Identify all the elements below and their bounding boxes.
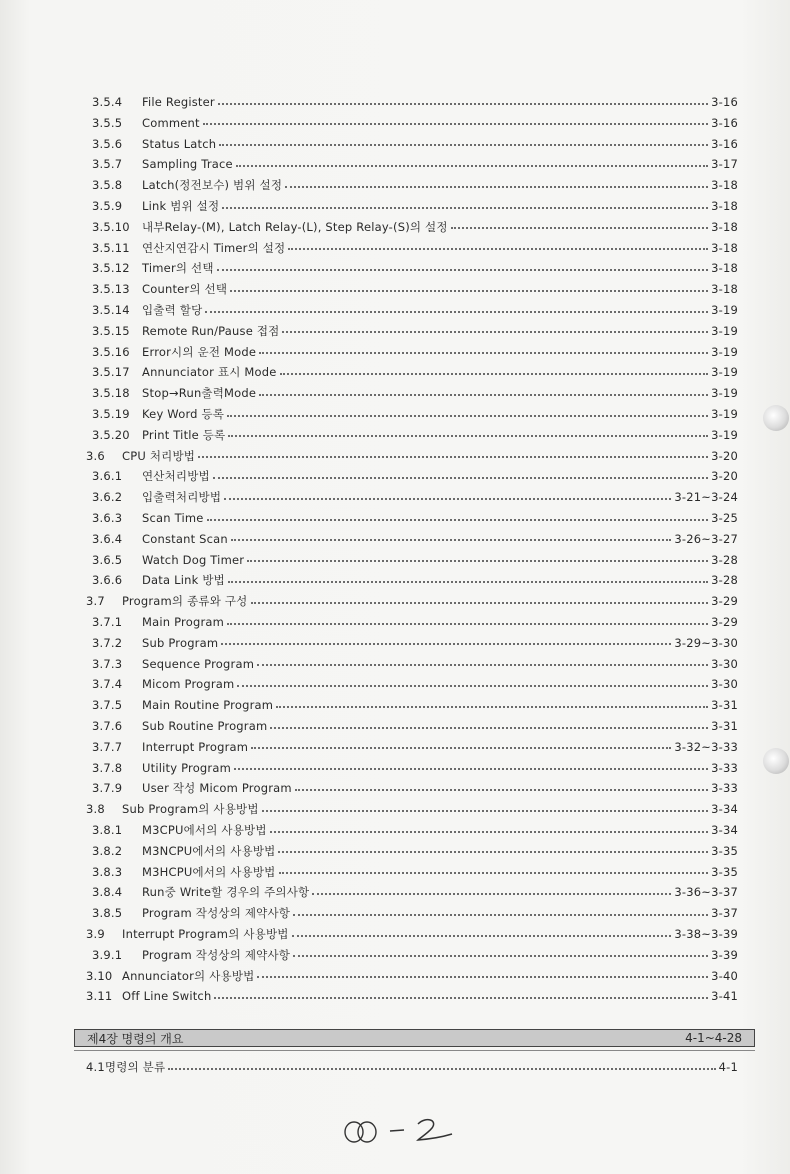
section-title: Sequence Program (142, 656, 255, 671)
section-title: CPU 처리방법 (122, 448, 196, 463)
section-title: 명령의 분류 (104, 1060, 166, 1074)
dot-leader (198, 455, 708, 458)
dot-leader (293, 913, 708, 916)
toc-row (92, 674, 738, 694)
section-number: 3.5.18 (92, 386, 130, 401)
toc-row (86, 966, 738, 986)
toc-row (92, 217, 738, 237)
toc-row (92, 550, 738, 570)
section-number: 3.6.6 (92, 573, 123, 588)
page-reference: 3-30 (711, 677, 738, 692)
section-number: 3.5.8 (92, 178, 123, 193)
section-title: M3HCPU에서의 사용방법 (142, 864, 276, 879)
dot-leader (278, 850, 708, 853)
page-reference: 3-20 (711, 448, 738, 463)
dot-leader (251, 746, 671, 749)
dot-leader (262, 809, 708, 812)
section-title: Program의 종류와 구성 (122, 594, 248, 609)
section-number: 3.7.7 (92, 739, 123, 754)
page-reference: 3-18 (711, 282, 738, 297)
dot-leader (231, 538, 671, 541)
dot-leader (282, 330, 708, 333)
toc-row (92, 404, 738, 424)
toc-row (92, 903, 738, 923)
section-title: Watch Dog Timer (142, 552, 245, 567)
page-reference: 3-19 (711, 344, 738, 359)
page-reference: 3-35 (711, 864, 738, 879)
section-title: Annunciator의 사용방법 (122, 968, 255, 983)
page-reference: 3-25 (711, 511, 738, 525)
page-reference: 3-30 (711, 656, 738, 671)
section-number: 3.5.6 (92, 136, 123, 151)
section-number: 3.7.5 (92, 698, 123, 713)
toc-row (92, 134, 738, 154)
chapter-title: 제4장 명령의 개요 (87, 1031, 184, 1046)
section-number: 3.8.1 (92, 823, 123, 837)
section-title: Latch(정전보수) 범위 설정 (142, 178, 283, 193)
toc-row (92, 258, 738, 278)
dot-leader (279, 871, 709, 874)
section-title: Status Latch (142, 136, 217, 151)
handwritten-page-mark (340, 1110, 460, 1150)
dot-leader (257, 663, 708, 666)
page-reference: 3-33 (711, 781, 738, 796)
page-reference: 3-39 (711, 947, 738, 962)
dot-leader (292, 934, 672, 937)
page-reference: 3-36~3-37 (674, 885, 738, 900)
dot-leader (224, 497, 671, 500)
section-number: 3.9.1 (92, 947, 123, 962)
section-number: 3.5.5 (92, 115, 123, 130)
toc-row (92, 362, 738, 382)
section-title: Interrupt Program (142, 739, 249, 754)
section-number: 3.5.17 (92, 365, 130, 380)
dot-leader (214, 996, 708, 999)
section-title: Annunciator 표시 Mode (142, 365, 277, 380)
dot-leader (251, 601, 709, 604)
dot-leader (451, 226, 708, 229)
section-title: Sub Program (142, 635, 219, 650)
section-title: Program 작성상의 제약사항 (142, 947, 291, 962)
toc-row (92, 487, 738, 507)
toc-row (92, 154, 738, 174)
toc-row (92, 321, 738, 341)
section-title: Sub Routine Program (142, 719, 268, 733)
page-reference: 3-29 (711, 594, 738, 609)
section-title: 입출력처리방법 (142, 490, 222, 505)
toc-row (92, 466, 738, 486)
dot-leader (295, 788, 708, 791)
page-reference: 3-38~3-39 (674, 927, 738, 941)
section-number: 3.5.19 (92, 407, 130, 421)
dot-leader (228, 580, 708, 583)
section-number: 3.7.1 (92, 615, 123, 629)
section-number: 3.8.3 (92, 864, 123, 879)
page-reference: 3-18 (711, 261, 738, 276)
toc-row (92, 612, 738, 632)
section-number: 3.6 (86, 448, 105, 463)
section-number: 3.8 (86, 802, 105, 817)
toc-row (92, 758, 738, 778)
page-reference: 3-19 (711, 323, 738, 338)
dot-leader (227, 414, 708, 417)
dot-leader (259, 393, 708, 396)
section-title: Remote Run/Pause 접점 (142, 323, 280, 338)
page-reference: 3-19 (711, 407, 738, 421)
section-number: 3.5.9 (92, 199, 123, 213)
page-reference: 3-19 (711, 427, 738, 442)
section-number: 3.8.4 (92, 885, 123, 900)
toc-row (92, 300, 738, 320)
page-reference: 3-19 (711, 365, 738, 380)
toc-row (92, 695, 738, 715)
page-reference: 3-20 (711, 469, 738, 484)
page-reference: 3-21~3-24 (674, 490, 738, 505)
page-reference: 4-1 (718, 1060, 738, 1074)
dot-leader (218, 102, 708, 105)
section-number: 3.7.4 (92, 677, 123, 692)
section-number: 3.5.16 (92, 344, 130, 359)
page-reference: 3-18 (711, 240, 738, 255)
section-number: 3.7.6 (92, 719, 123, 733)
section-number: 3.7.8 (92, 760, 123, 775)
page-reference: 3-16 (711, 95, 738, 109)
toc-row (86, 986, 738, 1006)
dot-leader (312, 892, 671, 895)
section-title: Counter의 선택 (142, 282, 228, 297)
section-title: M3NCPU에서의 사용방법 (142, 843, 276, 858)
dot-leader (230, 289, 708, 292)
page-reference: 3-18 (711, 219, 738, 234)
toc-row-4-1 (86, 1057, 738, 1077)
section-number: 3.5.15 (92, 323, 130, 338)
dot-leader (205, 310, 708, 313)
section-title: Main Program (142, 615, 225, 629)
section-title: Scan Time (142, 511, 204, 525)
dot-leader (280, 372, 709, 375)
section-number: 3.6.5 (92, 552, 123, 567)
dot-leader (228, 434, 708, 437)
binder-hole-icon (763, 405, 789, 431)
section-number: 3.10 (86, 968, 113, 983)
page-reference: 3-29 (711, 615, 738, 629)
page-reference: 3-19 (711, 303, 738, 317)
toc-row (92, 862, 738, 882)
toc-row (92, 882, 738, 902)
page-reference: 3-37 (711, 906, 738, 921)
dot-leader (270, 726, 708, 729)
chapter-heading-bar (74, 1029, 755, 1047)
section-title: M3CPU에서의 사용방법 (142, 823, 267, 837)
toc-row (92, 820, 738, 840)
section-title: File Register (142, 95, 215, 109)
section-number: 3.5.13 (92, 282, 130, 297)
toc-row (92, 238, 738, 258)
dot-leader (285, 185, 708, 188)
section-number: 3.5.11 (92, 240, 130, 255)
toc-row (86, 446, 738, 466)
dot-leader (221, 642, 671, 645)
section-title: Print Title 등록 (142, 427, 226, 442)
toc-row (92, 633, 738, 653)
section-number: 3.5.7 (92, 157, 123, 172)
dot-leader (219, 143, 708, 146)
page-reference: 3-33 (711, 760, 738, 775)
page-reference: 3-35 (711, 843, 738, 858)
toc-row (92, 92, 738, 112)
section-title: Error시의 운전 Mode (142, 344, 257, 359)
dot-leader (213, 476, 708, 479)
section-number: 3.5.4 (92, 95, 123, 109)
section-title: Main Routine Program (142, 698, 274, 713)
toc-row (92, 945, 738, 965)
toc-row (92, 778, 738, 798)
section-title: Stop→Run출력Mode (142, 386, 257, 401)
section-title: 내부Relay-(M), Latch Relay-(L), Step Relay-(S)의 설정 (142, 219, 448, 234)
page-reference: 3-18 (711, 199, 738, 213)
toc-row (92, 529, 738, 549)
page-reference: 3-29~3-30 (674, 635, 738, 650)
page-reference: 3-31 (711, 698, 738, 713)
dot-leader (217, 268, 708, 271)
section-title: 연산처리방법 (142, 469, 210, 484)
dot-leader (293, 954, 708, 957)
page-reference: 3-17 (711, 157, 738, 172)
section-number: 3.6.4 (92, 531, 123, 546)
section-number: 3.8.5 (92, 906, 123, 921)
section-number: 4.1 (86, 1060, 105, 1074)
page-reference: 3-26~3-27 (674, 531, 738, 546)
section-title: 입출력 할당 (142, 303, 203, 317)
toc-row (92, 113, 738, 133)
section-number: 3.11 (86, 989, 113, 1004)
toc-row (86, 799, 738, 819)
section-title: Utility Program (142, 760, 232, 775)
dot-leader (247, 559, 708, 562)
section-title: Off Line Switch (122, 989, 212, 1004)
toc-row (86, 591, 738, 611)
page-reference: 3-28 (711, 573, 738, 588)
dot-leader (168, 1067, 715, 1070)
section-title: Sub Program의 사용방법 (122, 802, 259, 817)
toc-row (92, 383, 738, 403)
section-number: 3.5.10 (92, 219, 130, 234)
section-number: 3.7 (86, 594, 105, 609)
section-number: 3.5.12 (92, 261, 130, 276)
page-reference: 3-16 (711, 115, 738, 130)
page-reference: 3-41 (711, 989, 738, 1004)
section-number: 3.7.9 (92, 781, 123, 796)
toc-row (92, 841, 738, 861)
section-number: 3.8.2 (92, 843, 123, 858)
section-number: 3.7.2 (92, 635, 123, 650)
toc-row (92, 737, 738, 757)
toc-row (86, 924, 738, 944)
page-reference: 3-31 (711, 719, 738, 733)
toc-row (92, 279, 738, 299)
dot-leader (237, 684, 708, 687)
section-number: 3.9 (86, 927, 105, 941)
section-title: Timer의 선택 (142, 261, 214, 276)
chapter-page-range: 4-1~4-28 (685, 1031, 742, 1045)
dot-leader (259, 351, 708, 354)
section-title: Run중 Write할 경우의 주의사항 (142, 885, 310, 900)
section-number: 3.7.3 (92, 656, 123, 671)
toc-row (92, 570, 738, 590)
toc-row (92, 175, 738, 195)
dot-leader (236, 164, 708, 167)
section-title: Data Link 방법 (142, 573, 225, 588)
section-number: 3.5.14 (92, 303, 130, 317)
toc-row (92, 425, 738, 445)
section-number: 3.6.1 (92, 469, 123, 484)
toc-row (92, 196, 738, 216)
toc-row (92, 508, 738, 528)
dot-leader (207, 518, 709, 521)
section-title: Interrupt Program의 사용방법 (122, 927, 289, 941)
page-reference: 3-18 (711, 178, 738, 193)
section-title: 연산지연감시 Timer의 설정 (142, 240, 286, 255)
section-title: Key Word 등록 (142, 407, 225, 421)
dot-leader (227, 622, 708, 625)
page-reference: 3-19 (711, 386, 738, 401)
section-number: 3.6.3 (92, 511, 123, 525)
section-number: 3.6.2 (92, 490, 123, 505)
section-title: Micom Program (142, 677, 235, 692)
toc-row (92, 342, 738, 362)
dot-leader (270, 830, 708, 833)
page-reference: 3-34 (711, 823, 738, 837)
page-reference: 3-40 (711, 968, 738, 983)
section-number: 3.5.20 (92, 427, 130, 442)
chapter-underline (74, 1050, 755, 1051)
dot-leader (234, 767, 708, 770)
section-title: Program 작성상의 제약사항 (142, 906, 291, 921)
toc-row (92, 716, 738, 736)
dot-leader (203, 122, 708, 125)
dot-leader (288, 247, 708, 250)
section-title: User 작성 Micom Program (142, 781, 292, 796)
section-title: Sampling Trace (142, 157, 233, 172)
dot-leader (222, 206, 708, 209)
page-reference: 3-32~3-33 (674, 739, 738, 754)
dot-leader (276, 705, 708, 708)
binder-hole-icon (763, 748, 789, 774)
page-reference: 3-16 (711, 136, 738, 151)
dot-leader (257, 975, 708, 978)
section-title: Constant Scan (142, 531, 228, 546)
section-title: Link 범위 설정 (142, 199, 220, 213)
page-reference: 3-34 (711, 802, 738, 817)
section-title: Comment (142, 115, 200, 130)
page-reference: 3-28 (711, 552, 738, 567)
toc-row (92, 654, 738, 674)
